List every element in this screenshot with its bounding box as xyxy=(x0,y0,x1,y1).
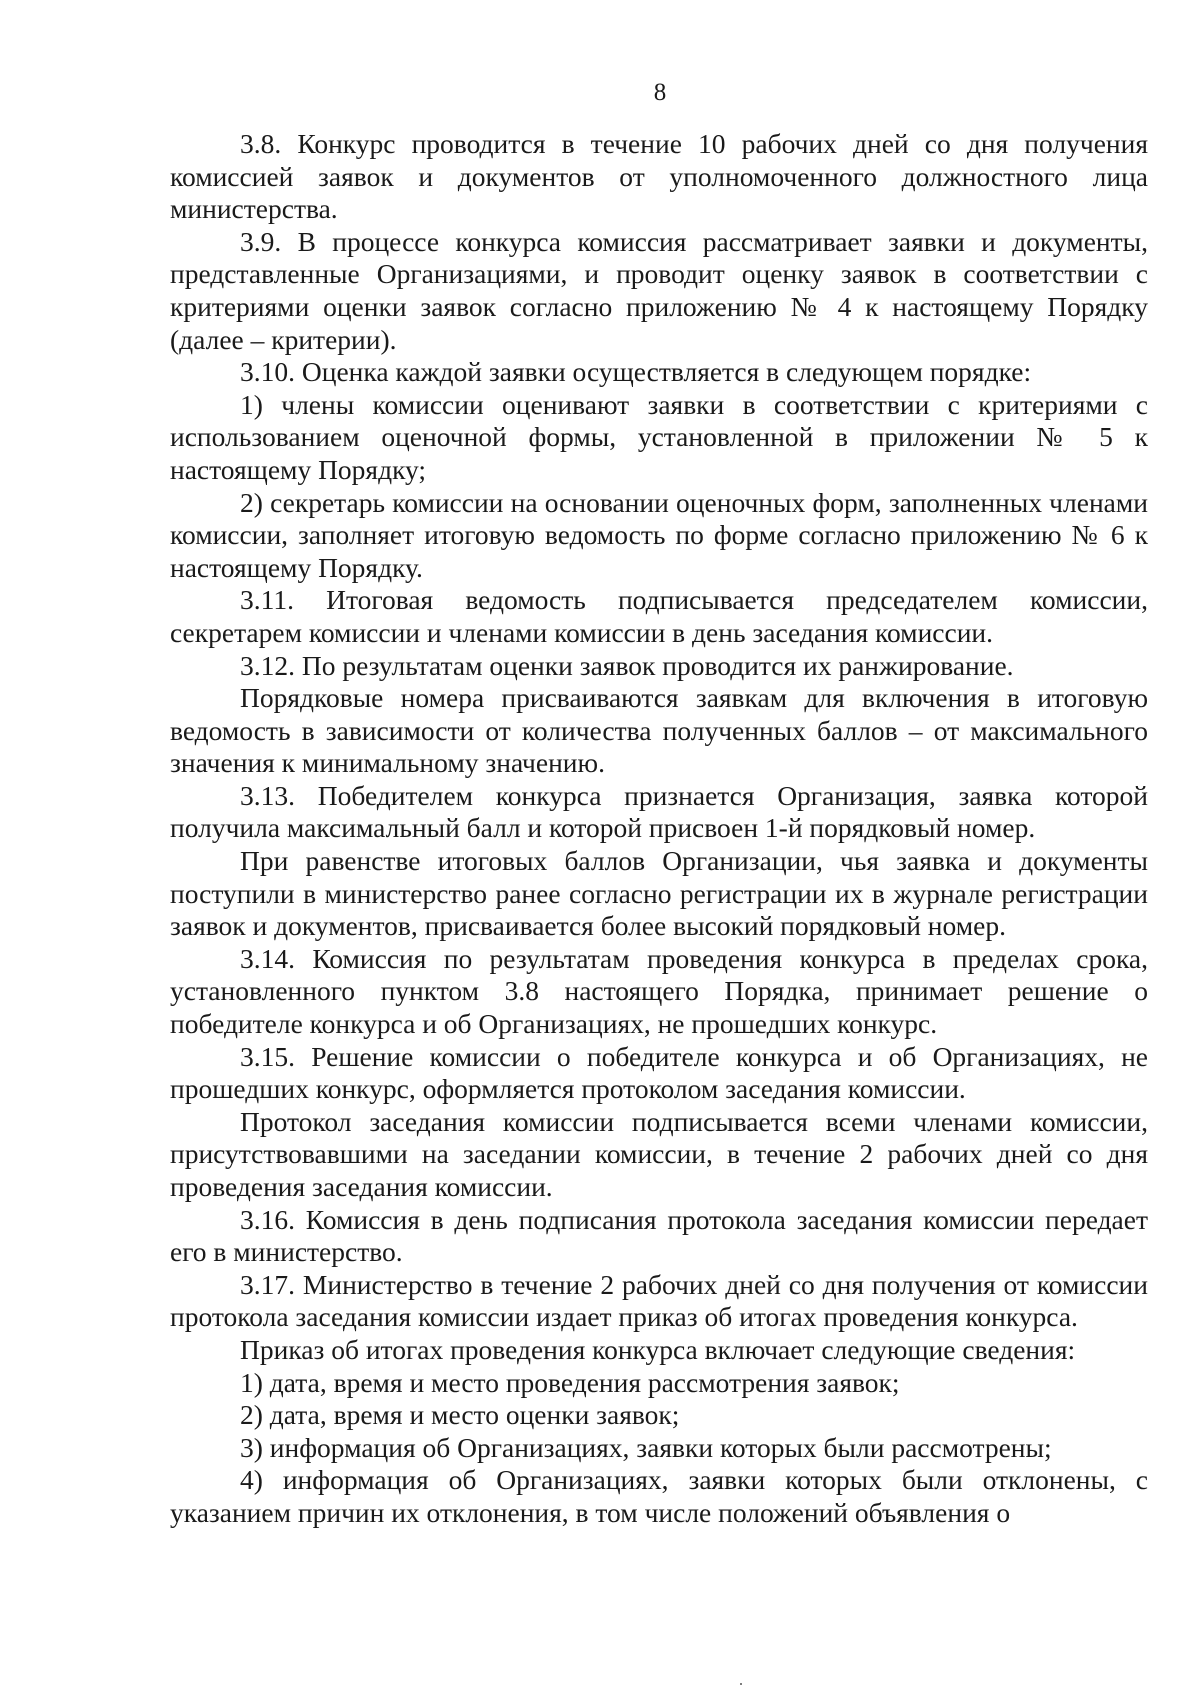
paragraph-3-10-item-2: 2) секретарь комиссии на основании оценочных форм, заполненных членами комиссии, заполняет итоговую ведомость по форме согласно приложению № 6 к настоящему Порядку. xyxy=(170,486,1148,583)
paragraph-3-17: 3.17. Министерство в течение 2 рабочих дней со дня получения от комиссии протокола заседания комиссии издает приказ об итогах проведения конкурса. xyxy=(170,1268,1148,1333)
paragraph-3-10-item-1: 1) члены комиссии оценивают заявки в соответствии с критериями с использованием оценочной формы, установленной в приложении № 5 к настоящему Порядку; xyxy=(170,388,1148,485)
paragraph-3-13: 3.13. Победителем конкурса признается Организация, заявка которой получила максимальный балл и которой присвоен 1-й порядковый номер. xyxy=(170,779,1148,844)
paragraph-3-12-ranking: Порядковые номера присваиваются заявкам для включения в итоговую ведомость в зависимости от количества полученных баллов – от максимального значения к минимальному значению. xyxy=(170,682,1148,779)
paragraph-3-9: 3.9. В процессе конкурса комиссия рассматривает заявки и документы, представленные Организациями, и проводит оценку заявок в соответствии с критериями оценки заявок согласно приложению № 4 к настоящему Порядку (далее – критерии). xyxy=(170,225,1148,355)
paragraph-3-10: 3.10. Оценка каждой заявки осуществляется в следующем порядке: xyxy=(240,356,1032,388)
paragraph-3-15-protocol: Протокол заседания комиссии подписывается всеми членами комиссии, присутствовавшими на заседании комиссии, в течение 2 рабочих дней со дня проведения заседания комиссии. xyxy=(170,1105,1148,1202)
paragraph-3-16: 3.16. Комиссия в день подписания протокола заседания комиссии передает его в министерство. xyxy=(170,1203,1148,1268)
paragraph-3-17-order: Приказ об итогах проведения конкурса включает следующие сведения: xyxy=(240,1333,1076,1365)
paragraph-3-14: 3.14. Комиссия по результатам проведения конкурса в пределах срока, установленного пунктом 3.8 настоящего Порядка, принимает решение о победителе конкурса и об Организациях, не прошедших конкурс. xyxy=(170,942,1148,1040)
paragraph-3-11: 3.11. Итоговая ведомость подписывается председателем комиссии, секретарем комиссии и членами комиссии в день заседания комиссии. xyxy=(170,584,1148,648)
paragraph-3-17-item-2: 2) дата, время и место оценки заявок; xyxy=(240,1399,680,1431)
paragraph-3-15: 3.15. Решение комиссии о победителе конкурса и об Организациях, не прошедших конкурс, оформляется протоколом заседания комиссии. xyxy=(170,1040,1148,1105)
paragraph-3-17-item-4: 4) информация об Организациях, заявки которых были отклонены, с указанием причин их отклонения, в том числе положений объявления о xyxy=(170,1464,1148,1528)
scan-speck xyxy=(740,1683,742,1685)
paragraph-3-17-item-3: 3) информация об Организациях, заявки которых были рассмотрены; xyxy=(240,1431,1052,1463)
paragraph-3-13-tie: При равенстве итоговых баллов Организации, чья заявка и документы поступили в министерство ранее согласно регистрации их в журнале регистрации заявок и документов, присваивается более высокий порядковый номер. xyxy=(170,845,1148,942)
page-number: 8 xyxy=(653,79,667,106)
paragraph-3-17-item-1: 1) дата, время и место проведения рассмотрения заявок; xyxy=(240,1366,900,1398)
paragraph-3-8: 3.8. Конкурс проводится в течение 10 рабочих дней со дня получения комиссией заявок и документов от уполномоченного должностного лица министерства. xyxy=(170,128,1148,225)
paragraph-3-12: 3.12. По результатам оценки заявок проводится их ранжирование. xyxy=(240,649,1014,681)
document-body xyxy=(170,128,1148,1530)
